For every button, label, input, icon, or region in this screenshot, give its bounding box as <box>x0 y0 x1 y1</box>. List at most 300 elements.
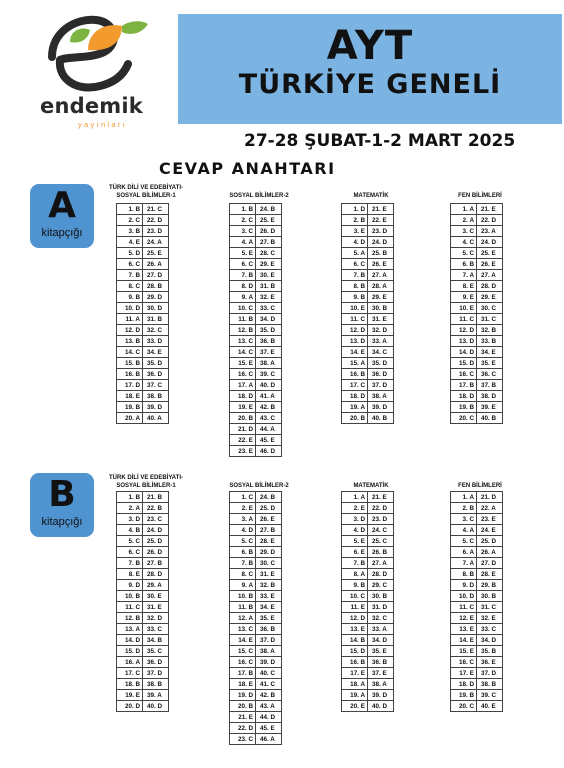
answer-cell: 24. C <box>368 525 394 536</box>
table-row <box>230 591 282 602</box>
answer-cell: 12. B <box>230 325 256 336</box>
answer-cell: 25. E <box>256 215 282 226</box>
answer-cell: 9. B <box>117 292 143 303</box>
answer-cell: 12. E <box>451 613 477 624</box>
answer-cell: 26. E <box>256 514 282 525</box>
table-row <box>230 270 282 281</box>
answer-cell: 17. B <box>451 380 477 391</box>
table-row <box>117 547 169 558</box>
table-row <box>342 303 394 314</box>
answer-cell: 14. E <box>230 635 256 646</box>
answer-cell: 22. D <box>477 215 503 226</box>
answer-cell: 32. D <box>143 613 169 624</box>
answer-cell: 4. A <box>451 525 477 536</box>
answer-cell: 36. E <box>477 657 503 668</box>
section-title <box>96 184 196 200</box>
table-row <box>117 369 169 380</box>
answer-cell: 16. C <box>451 657 477 668</box>
answer-cell: 34. D <box>477 635 503 646</box>
answer-cell: 38. B <box>143 679 169 690</box>
answer-cell: 4. D <box>342 237 368 248</box>
table-row <box>117 624 169 635</box>
table-row <box>342 580 394 591</box>
answer-cell: 32. C <box>143 325 169 336</box>
answer-cell: 36. D <box>143 657 169 668</box>
answer-cell: 39. D <box>143 402 169 413</box>
answer-cell: 31. B <box>143 314 169 325</box>
answer-cell: 19. D <box>230 690 256 701</box>
answer-cell: 28. C <box>256 248 282 259</box>
table-row <box>342 380 394 391</box>
table-row <box>230 204 282 215</box>
table-row <box>230 602 282 613</box>
table-row <box>451 701 503 712</box>
answer-cell: 39. A <box>143 690 169 701</box>
section-title-line: MATEMATİK <box>353 483 389 489</box>
table-row <box>230 690 282 701</box>
table-row <box>451 624 503 635</box>
answer-cell: 11. C <box>117 602 143 613</box>
table-row <box>342 503 394 514</box>
answer-cell: 40. B <box>368 413 394 424</box>
answer-cell: 19. B <box>451 690 477 701</box>
table-row <box>451 292 503 303</box>
table-row <box>230 226 282 237</box>
answer-cell: 24. B <box>256 204 282 215</box>
table-row <box>451 646 503 657</box>
answer-cell: 11. B <box>230 314 256 325</box>
table-row <box>117 558 169 569</box>
answer-cell: 20. E <box>342 701 368 712</box>
table-row <box>342 602 394 613</box>
table-row <box>230 380 282 391</box>
table-row <box>230 734 282 745</box>
answer-cell: 24. A <box>143 237 169 248</box>
table-row <box>117 613 169 624</box>
table-row <box>230 435 282 446</box>
table-row <box>451 347 503 358</box>
answer-cell: 38. A <box>256 358 282 369</box>
answer-cell: 13. D <box>342 336 368 347</box>
table-row <box>451 679 503 690</box>
table-row <box>451 413 503 424</box>
answer-cell: 23. E <box>477 514 503 525</box>
table-row <box>117 314 169 325</box>
answer-cell: 18. E <box>117 391 143 402</box>
answer-cell: 42. B <box>256 402 282 413</box>
answer-cell: 34. C <box>368 347 394 358</box>
answer-cell: 23. C <box>230 734 256 745</box>
answer-cell: 25. D <box>477 536 503 547</box>
booklet-badge-b <box>30 473 94 537</box>
table-row <box>451 569 503 580</box>
answer-cell: 28. A <box>368 281 394 292</box>
answer-cell: 29. D <box>256 547 282 558</box>
answer-cell: 39. C <box>477 690 503 701</box>
answer-cell: 1. B <box>117 492 143 503</box>
answer-cell: 11. E <box>342 602 368 613</box>
answer-cell: 8. B <box>342 281 368 292</box>
answer-cell: 40. D <box>256 380 282 391</box>
answer-cell: 7. B <box>117 270 143 281</box>
table-row <box>117 646 169 657</box>
answer-cell: 46. D <box>256 446 282 457</box>
table-row <box>117 270 169 281</box>
table-row <box>117 303 169 314</box>
answer-cell: 16. C <box>230 369 256 380</box>
answer-cell: 35. E <box>477 358 503 369</box>
answer-cell: 44. D <box>256 712 282 723</box>
table-row <box>230 358 282 369</box>
table-row <box>342 314 394 325</box>
answer-cell: 14. D <box>117 635 143 646</box>
table-row <box>230 303 282 314</box>
table-row <box>342 347 394 358</box>
table-row <box>230 314 282 325</box>
answer-cell: 45. E <box>256 723 282 734</box>
section-title-line: SOSYAL BİLİMLER-1 <box>116 193 176 199</box>
answer-cell: 15. B <box>117 358 143 369</box>
answer-cell: 15. D <box>117 646 143 657</box>
table-row <box>342 679 394 690</box>
answer-cell: 29. E <box>368 292 394 303</box>
leaf-logo-icon <box>30 12 160 102</box>
answer-cell: 30. C <box>477 303 503 314</box>
table-row <box>117 679 169 690</box>
answer-cell: 20. D <box>117 701 143 712</box>
table-row <box>230 413 282 424</box>
table-row <box>117 402 169 413</box>
exam-date: 27-28 ŞUBAT-1-2 MART 2025 <box>244 131 516 151</box>
answer-cell: 46. A <box>256 734 282 745</box>
answer-cell: 40. D <box>368 701 394 712</box>
table-row <box>230 391 282 402</box>
table-row <box>230 547 282 558</box>
answer-cell: 44. A <box>256 424 282 435</box>
answer-cell: 12. D <box>342 613 368 624</box>
answer-cell: 26. E <box>477 259 503 270</box>
table-row <box>117 336 169 347</box>
answer-cell: 42. B <box>256 690 282 701</box>
exam-banner <box>178 14 562 124</box>
brand-subtitle: yayınları <box>78 120 128 129</box>
answer-cell: 45. E <box>256 435 282 446</box>
table-row <box>117 413 169 424</box>
answer-cell: 29. C <box>368 580 394 591</box>
table-row <box>230 679 282 690</box>
section-title <box>430 192 530 200</box>
answer-cell: 31. C <box>477 314 503 325</box>
answer-cell: 4. B <box>117 525 143 536</box>
table-row <box>451 358 503 369</box>
answer-cell: 7. B <box>342 270 368 281</box>
answer-cell: 35. D <box>368 358 394 369</box>
answer-cell: 25. E <box>477 248 503 259</box>
table-row <box>117 237 169 248</box>
answer-cell: 8. C <box>230 569 256 580</box>
answer-cell: 20. B <box>342 413 368 424</box>
answer-cell: 28. E <box>256 536 282 547</box>
answer-cell: 19. E <box>117 690 143 701</box>
table-row <box>117 248 169 259</box>
answer-cell: 38. B <box>143 391 169 402</box>
table-row <box>230 215 282 226</box>
answer-cell: 24. D <box>477 237 503 248</box>
table-row <box>117 325 169 336</box>
answer-cell: 4. D <box>342 525 368 536</box>
answer-cell: 35. E <box>368 646 394 657</box>
answer-cell: 38. A <box>256 646 282 657</box>
table-row <box>342 215 394 226</box>
booklet-label: kitapçığı <box>41 516 83 528</box>
answer-cell: 3. E <box>342 226 368 237</box>
answer-cell: 10. B <box>117 591 143 602</box>
answer-cell: 22. E <box>368 215 394 226</box>
answer-cell: 33. E <box>256 591 282 602</box>
answer-cell: 28. E <box>477 569 503 580</box>
table-row <box>342 591 394 602</box>
answer-cell: 43. A <box>256 701 282 712</box>
table-row <box>451 248 503 259</box>
brand-name: endemik <box>40 94 143 118</box>
answer-cell: 32. D <box>368 325 394 336</box>
table-row <box>342 613 394 624</box>
answer-cell: 20. C <box>451 701 477 712</box>
table-row <box>451 591 503 602</box>
table-row <box>230 402 282 413</box>
answer-cell: 23. D <box>368 226 394 237</box>
answer-cell: 5. C <box>117 536 143 547</box>
answer-cell: 13. B <box>117 336 143 347</box>
answer-cell: 20. B <box>230 413 256 424</box>
answer-cell: 9. A <box>230 292 256 303</box>
answer-cell: 21. E <box>230 712 256 723</box>
answer-cell: 18. E <box>230 679 256 690</box>
table-row <box>451 391 503 402</box>
answer-cell: 37. C <box>143 380 169 391</box>
table-row <box>342 657 394 668</box>
answer-cell: 26. D <box>256 226 282 237</box>
answer-cell: 5. C <box>451 536 477 547</box>
table-row <box>451 369 503 380</box>
answer-cell: 17. A <box>230 380 256 391</box>
answer-cell: 16. A <box>117 657 143 668</box>
table-row <box>230 624 282 635</box>
table-row <box>117 635 169 646</box>
answer-cell: 40. D <box>143 701 169 712</box>
answer-cell: 30. E <box>143 591 169 602</box>
answer-cell: 1. A <box>342 492 368 503</box>
answer-cell: 2. C <box>117 215 143 226</box>
answer-cell: 37. B <box>477 380 503 391</box>
table-row <box>230 525 282 536</box>
answer-cell: 37. D <box>143 668 169 679</box>
table-row <box>342 204 394 215</box>
answer-cell: 19. B <box>117 402 143 413</box>
answer-cell: 2. E <box>342 503 368 514</box>
answer-cell: 31. C <box>477 602 503 613</box>
answer-cell: 21. E <box>368 204 394 215</box>
answer-cell: 6. C <box>117 259 143 270</box>
answer-cell: 1. D <box>342 204 368 215</box>
answer-cell: 9. D <box>117 580 143 591</box>
answer-cell: 22. D <box>143 215 169 226</box>
answer-cell: 16. B <box>342 657 368 668</box>
answer-cell: 23. C <box>143 514 169 525</box>
booklet-letter: A <box>48 185 76 226</box>
answer-cell: 35. E <box>256 613 282 624</box>
table-row <box>117 657 169 668</box>
booklet-badge-a <box>30 184 94 248</box>
table-row <box>342 569 394 580</box>
answer-cell: 35. B <box>477 646 503 657</box>
answer-cell: 20. C <box>451 413 477 424</box>
answer-cell: 27. D <box>477 558 503 569</box>
table-row <box>117 591 169 602</box>
answer-cell: 35. D <box>143 358 169 369</box>
answer-cell: 38. A <box>368 679 394 690</box>
table-row <box>342 325 394 336</box>
table-row <box>451 492 503 503</box>
answer-cell: 14. E <box>451 635 477 646</box>
answer-cell: 34. D <box>256 314 282 325</box>
answer-table <box>341 203 394 424</box>
answer-cell: 2. B <box>342 215 368 226</box>
answer-cell: 12. A <box>230 613 256 624</box>
table-row <box>117 358 169 369</box>
answer-cell: 17. E <box>451 668 477 679</box>
table-row <box>117 281 169 292</box>
table-row <box>117 226 169 237</box>
answer-cell: 7. A <box>451 558 477 569</box>
answer-cell: 39. E <box>477 402 503 413</box>
answer-cell: 34. E <box>256 602 282 613</box>
answer-cell: 21. B <box>143 492 169 503</box>
section-title-line: SOSYAL BİLİMLER-1 <box>116 483 176 489</box>
answer-cell: 41. A <box>256 391 282 402</box>
table-row <box>451 580 503 591</box>
answer-cell: 29. D <box>143 292 169 303</box>
answer-cell: 28. D <box>143 569 169 580</box>
answer-cell: 30. C <box>256 558 282 569</box>
table-row <box>451 514 503 525</box>
answer-key-heading: CEVAP ANAHTARI <box>159 159 336 178</box>
answer-cell: 38. A <box>368 391 394 402</box>
answer-cell: 5. C <box>230 536 256 547</box>
answer-cell: 15. E <box>230 358 256 369</box>
answer-cell: 18. D <box>451 679 477 690</box>
answer-cell: 5. E <box>342 536 368 547</box>
answer-cell: 27. B <box>143 558 169 569</box>
answer-cell: 26. A <box>143 259 169 270</box>
table-row <box>451 259 503 270</box>
table-row <box>342 237 394 248</box>
section-title <box>430 482 530 490</box>
table-row <box>342 547 394 558</box>
table-row <box>451 657 503 668</box>
table-row <box>451 204 503 215</box>
answer-cell: 24. D <box>368 237 394 248</box>
answer-cell: 14. C <box>230 347 256 358</box>
answer-cell: 10. D <box>451 591 477 602</box>
answer-cell: 26. D <box>143 547 169 558</box>
answer-cell: 27. A <box>368 270 394 281</box>
section-title <box>209 482 309 490</box>
answer-cell: 5. A <box>342 248 368 259</box>
answer-cell: 5. E <box>230 248 256 259</box>
table-row <box>117 292 169 303</box>
answer-cell: 31. E <box>256 569 282 580</box>
table-row <box>117 503 169 514</box>
answer-cell: 6. C <box>117 547 143 558</box>
answer-cell: 13. C <box>230 336 256 347</box>
answer-cell: 17. E <box>342 668 368 679</box>
answer-cell: 26. B <box>368 547 394 558</box>
table-row <box>117 204 169 215</box>
answer-cell: 39. C <box>256 369 282 380</box>
answer-cell: 6. A <box>451 547 477 558</box>
table-row <box>117 602 169 613</box>
table-row <box>451 380 503 391</box>
table-row <box>117 514 169 525</box>
exam-scope: TÜRKİYE GENELİ <box>238 69 502 100</box>
answer-cell: 7. B <box>230 558 256 569</box>
table-row <box>342 635 394 646</box>
answer-cell: 32. B <box>256 580 282 591</box>
answer-cell: 2. C <box>230 215 256 226</box>
answer-cell: 19. E <box>230 402 256 413</box>
answer-cell: 12. D <box>117 325 143 336</box>
answer-cell: 15. A <box>342 358 368 369</box>
answer-cell: 38. B <box>477 679 503 690</box>
answer-cell: 18. D <box>230 391 256 402</box>
section-title <box>321 192 421 200</box>
answer-cell: 31. D <box>368 602 394 613</box>
answer-cell: 13. E <box>342 624 368 635</box>
answer-cell: 6. C <box>230 259 256 270</box>
answer-cell: 8. E <box>451 281 477 292</box>
answer-cell: 17. D <box>117 380 143 391</box>
answer-cell: 8. E <box>117 569 143 580</box>
section-title-line: SOSYAL BİLİMLER-2 <box>229 193 289 199</box>
answer-cell: 17. C <box>342 380 368 391</box>
answer-cell: 1. B <box>117 204 143 215</box>
answer-cell: 25. E <box>143 248 169 259</box>
table-row <box>117 690 169 701</box>
answer-cell: 2. E <box>230 503 256 514</box>
answer-cell: 20. A <box>117 413 143 424</box>
answer-cell: 21. C <box>143 204 169 215</box>
answer-cell: 15. D <box>342 646 368 657</box>
answer-cell: 21. D <box>230 424 256 435</box>
answer-cell: 34. B <box>143 635 169 646</box>
table-row <box>342 668 394 679</box>
section-title-line: SOSYAL BİLİMLER-2 <box>229 483 289 489</box>
answer-cell: 27. A <box>368 558 394 569</box>
table-row <box>342 536 394 547</box>
answer-cell: 15. D <box>451 358 477 369</box>
answer-cell: 36. B <box>256 336 282 347</box>
answer-cell: 9. D <box>451 580 477 591</box>
answer-cell: 2. A <box>451 215 477 226</box>
answer-cell: 32. E <box>256 292 282 303</box>
answer-cell: 30. B <box>477 591 503 602</box>
answer-cell: 1. A <box>451 492 477 503</box>
table-row <box>451 314 503 325</box>
table-row <box>451 270 503 281</box>
answer-cell: 35. D <box>256 325 282 336</box>
answer-cell: 11. A <box>117 314 143 325</box>
